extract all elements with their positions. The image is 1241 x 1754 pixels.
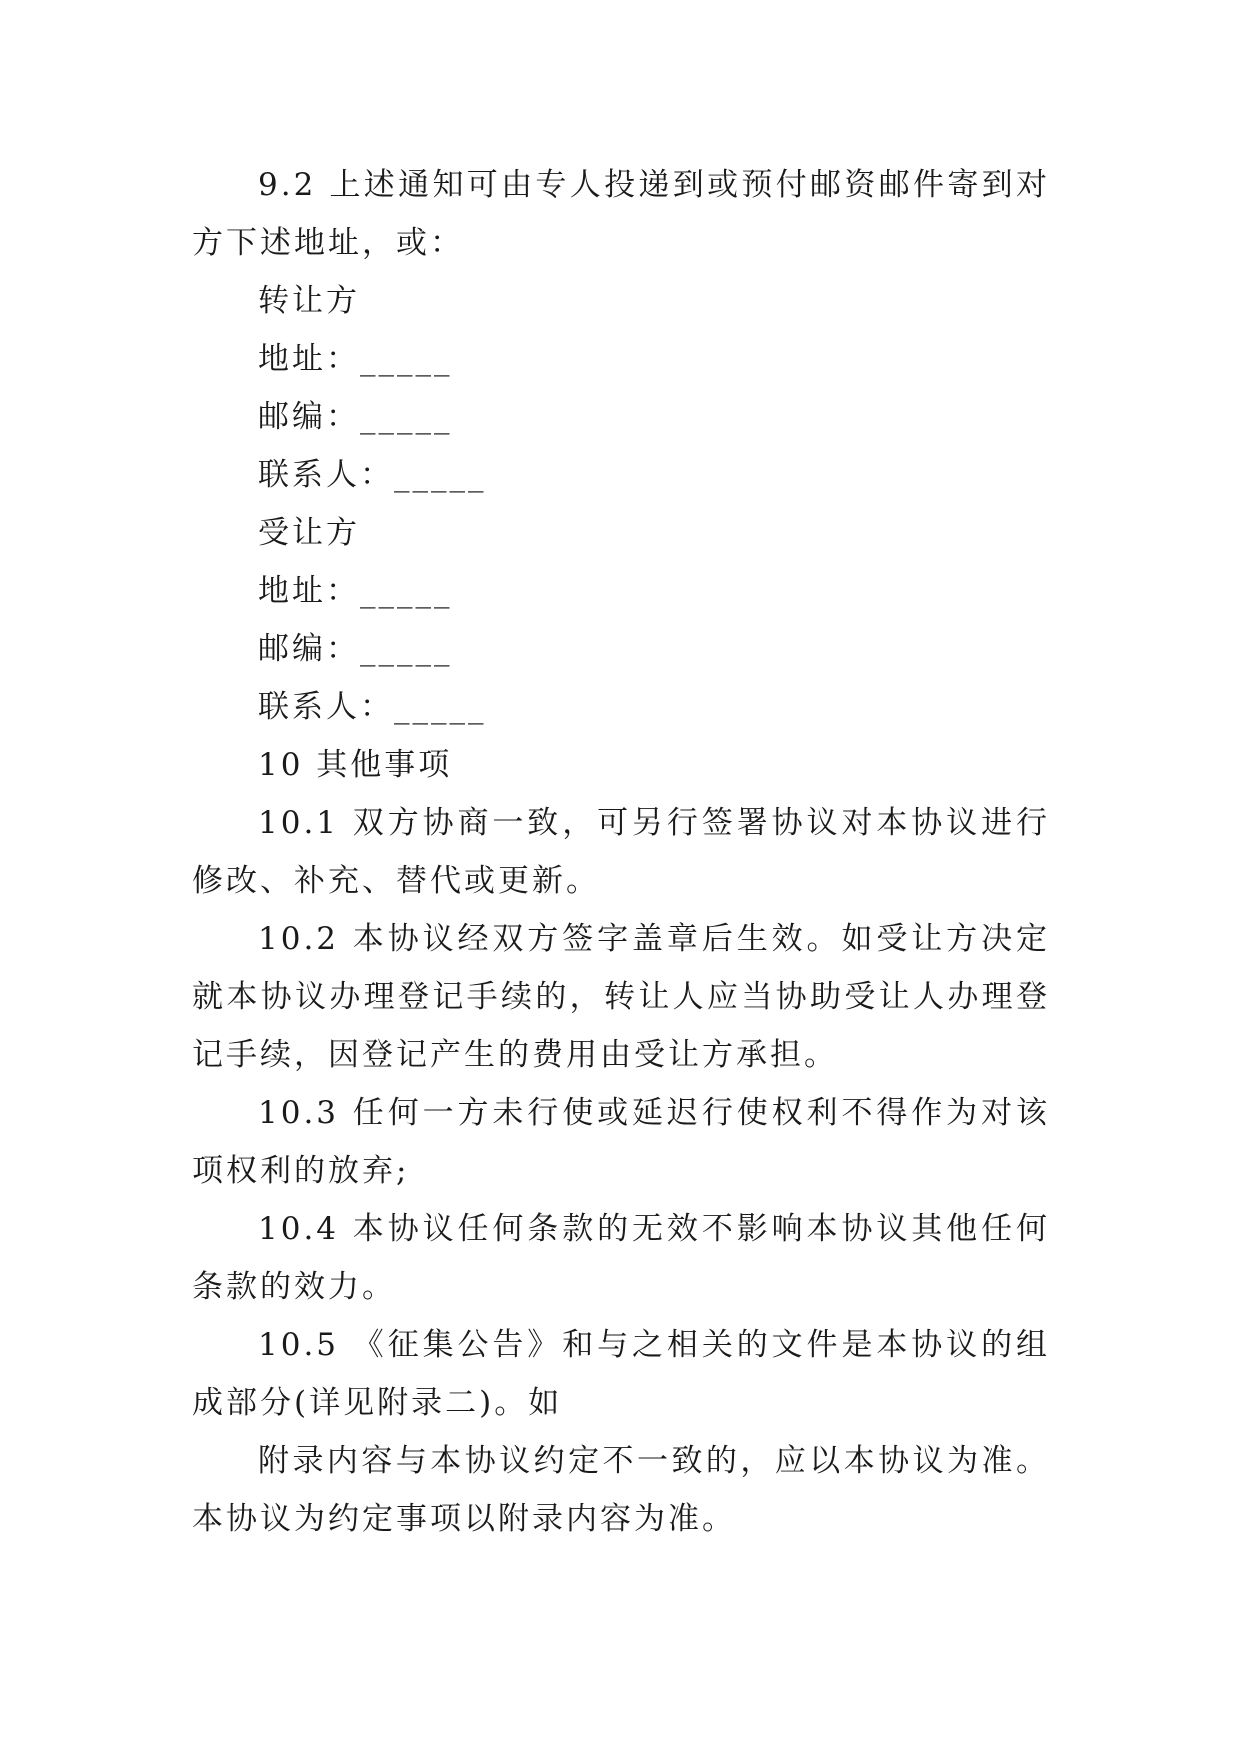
transferee-address-field: 地址：_____ bbox=[258, 573, 453, 609]
transferor-address-field: 地址：_____ bbox=[258, 341, 453, 377]
transferor-contact-field: 联系人：_____ bbox=[258, 457, 487, 493]
transferor-heading: 转让方 bbox=[258, 283, 360, 319]
transferee-contact-field: 联系人：_____ bbox=[258, 689, 487, 725]
transferee-heading: 受让方 bbox=[258, 515, 360, 551]
clause-10-4: 10.4 本协议任何条款的无效不影响本协议其他任何条款的效力。 bbox=[192, 1211, 1050, 1305]
transferee-postcode-field: 邮编：_____ bbox=[258, 631, 453, 667]
clause-9-2: 9.2 上述通知可由专人投递到或预付邮资邮件寄到对方下述地址，或： bbox=[192, 167, 1050, 261]
transferor-postcode-field: 邮编：_____ bbox=[258, 399, 453, 435]
clause-10-3: 10.3 任何一方未行使或延迟行使权利不得作为对该项权利的放弃; bbox=[192, 1095, 1050, 1189]
clause-10-5: 10.5 《征集公告》和与之相关的文件是本协议的组成部分(详见附录二)。如 bbox=[192, 1327, 1050, 1421]
section-10-heading: 10 其他事项 bbox=[258, 747, 453, 783]
clause-10-2: 10.2 本协议经双方签字盖章后生效。如受让方决定就本协议办理登记手续的，转让人应当协助受让人办理登记手续，因登记产生的费用由受让方承担。 bbox=[192, 921, 1050, 1073]
clause-10-5-continuation: 附录内容与本协议约定不一致的，应以本协议为准。本协议为约定事项以附录内容为准。 bbox=[192, 1443, 1050, 1537]
clause-10-1: 10.1 双方协商一致，可另行签署协议对本协议进行修改、补充、替代或更新。 bbox=[192, 805, 1050, 899]
document-page bbox=[192, 156, 1050, 1548]
